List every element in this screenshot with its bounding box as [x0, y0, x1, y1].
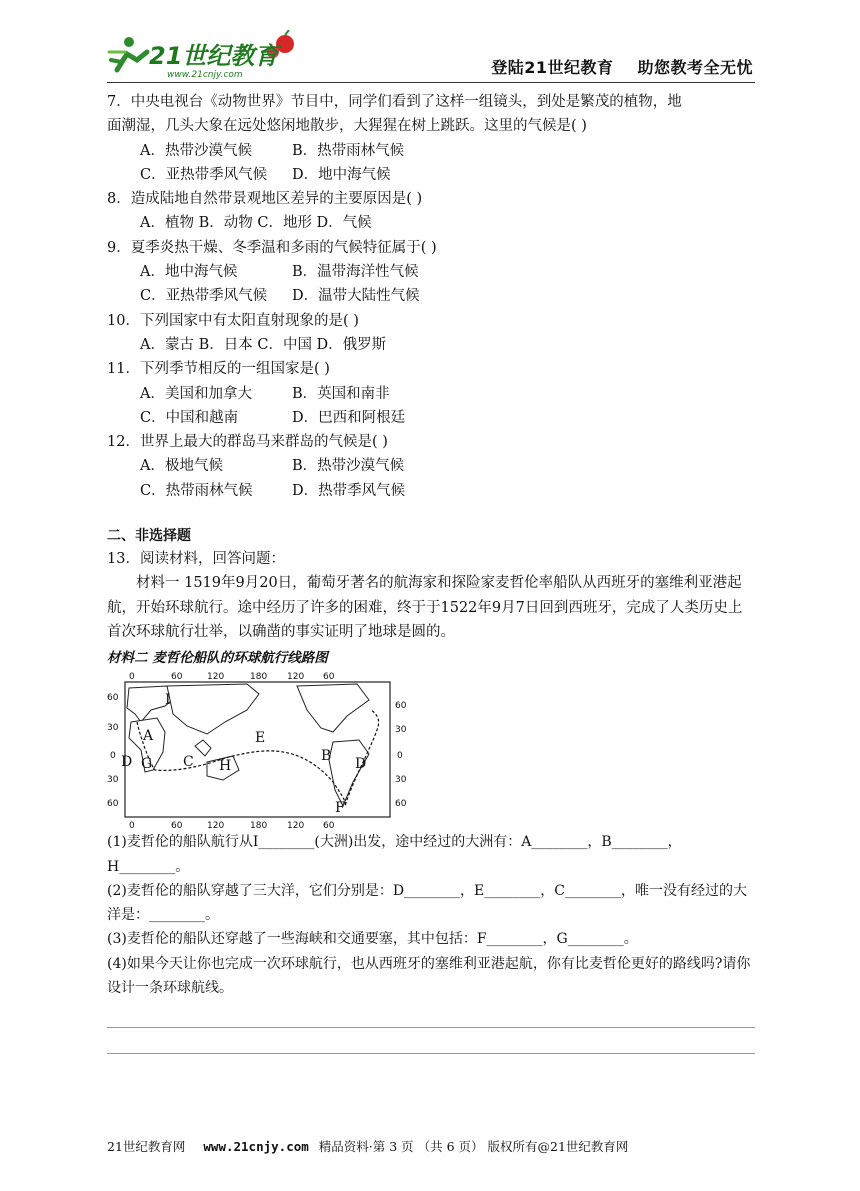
answer-option[interactable]: A．热带沙漠气候	[140, 142, 252, 159]
question-item	[107, 309, 755, 358]
map-title: 材料二 麦哲伦船队的环球航行线路图	[107, 650, 328, 667]
lat-label-right: 30	[395, 725, 407, 736]
sub-question: (4)如果今天让你也完成一次环球航行，也从西班牙的塞维利亚港起航，你有比麦哲伦更好的路线吗?请你设计一条环球航线。	[107, 955, 751, 997]
sub-question: (1)麦哲伦的船队航行从I________(大洲)出发，途中经过的大洲有：A________，B________，H________。	[107, 834, 682, 875]
sub-question: (2)麦哲伦的船队穿越了三大洋，它们分别是：D________，E________，C________，唯一没有经过的大洋是：________。	[107, 882, 747, 924]
question-item	[107, 187, 755, 236]
point-label-c: C	[183, 754, 194, 771]
magellan-route-map	[107, 670, 407, 830]
answer-option[interactable]: C．热带雨林气候	[140, 482, 253, 499]
lat-label-right: 60	[395, 701, 407, 712]
question-stem: 12．世界上最大的群岛马来群岛的气候是( )	[107, 434, 388, 451]
lon-label-bottom: 180	[250, 821, 268, 831]
lat-label-right: 30	[395, 775, 407, 786]
option-row	[107, 479, 755, 503]
option-row	[107, 284, 755, 308]
question-item	[107, 430, 755, 503]
question-stem: 8．造成陆地自然带景观地区差异的主要原因是( )	[107, 191, 423, 208]
lat-label-right: 0	[397, 751, 403, 762]
point-label-i: I	[165, 692, 171, 709]
option-row	[107, 406, 755, 430]
answer-option[interactable]: D．温带大陆性气候	[292, 288, 420, 305]
page-footer	[107, 1137, 628, 1155]
answer-option[interactable]: D．热带季风气候	[292, 482, 406, 499]
answer-line[interactable]	[107, 1053, 755, 1054]
answer-option[interactable]: B．英国和南非	[292, 385, 390, 402]
point-label-d-east: D	[355, 756, 367, 773]
point-label-e: E	[255, 730, 266, 747]
lon-label-bottom: 60	[171, 821, 183, 831]
answer-option[interactable]: A．美国和加拿大	[140, 385, 252, 402]
sub-question: (3)麦哲伦的船队还穿越了一些海峡和交通要塞，其中包括：F________，G________。	[107, 931, 638, 948]
lon-label-top: 120	[207, 672, 225, 683]
logo-wordmark: 21世纪教育	[149, 42, 279, 70]
point-label-h: H	[219, 758, 232, 775]
lon-label-bottom: 60	[323, 821, 335, 831]
answer-option[interactable]: B．热带雨林气候	[292, 142, 405, 159]
lon-label-top: 60	[323, 672, 335, 683]
lat-label-left: 30	[107, 775, 119, 786]
lon-label-top: 0	[129, 672, 135, 683]
footer-url[interactable]: www.21cnjy.com	[203, 1139, 309, 1154]
logo-url: www.21cnjy.com	[167, 70, 243, 80]
option-row	[107, 454, 755, 478]
option-row	[107, 382, 755, 406]
footer-site-name: 21世纪教育网	[107, 1139, 186, 1154]
question-stem: 10．下列国家中有太阳直射现象的是( )	[107, 312, 359, 329]
lon-label-top: 60	[171, 672, 183, 683]
material-one: 材料一 1519年9月20日，葡萄牙著名的航海家和探险家麦哲伦率船队从西班牙的塞维利亚港起航，开始环球航行。途中经历了许多的困难，终于于1522年9月7日回到西班牙，完成了人类历史上首次环球航行壮举，以确凿的事实证明了地球是圆的。	[107, 575, 743, 640]
lon-label-bottom: 0	[129, 821, 135, 831]
question-item	[107, 236, 755, 309]
page-header	[107, 22, 755, 83]
site-logo	[107, 30, 307, 82]
point-label-g: G	[141, 756, 153, 773]
option-row	[107, 333, 755, 357]
question-stem: 11．下列季节相反的一组国家是( )	[107, 361, 330, 378]
answer-option[interactable]: A．蒙古 B．日本 C．中国 D．俄罗斯	[140, 336, 387, 353]
answer-option[interactable]: D．巴西和阿根廷	[292, 409, 406, 426]
point-label-f: F	[335, 800, 345, 817]
answer-option[interactable]: C．亚热带季风气候	[140, 288, 268, 305]
lon-label-top: 120	[287, 672, 305, 683]
answer-option[interactable]: C．亚热带季风气候	[140, 166, 268, 183]
question-item	[107, 357, 755, 430]
point-label-b: B	[321, 748, 332, 765]
question-13-intro: 13．阅读材料，回答问题：	[107, 551, 285, 568]
slogan-right: 助您教考全无忧	[637, 58, 753, 77]
running-figure-icon	[109, 37, 147, 70]
question-content	[107, 90, 755, 1000]
option-row	[107, 139, 755, 163]
answer-line[interactable]	[107, 1027, 755, 1028]
answer-option[interactable]: A．极地气候	[140, 458, 223, 475]
multiple-choice-list	[107, 90, 755, 503]
answer-option[interactable]: D．地中海气候	[292, 166, 391, 183]
lat-label-left: 60	[107, 693, 119, 704]
answer-option[interactable]: A．地中海气候	[140, 264, 238, 281]
question-stem: 面潮湿，几头大象在远处悠闲地散步，大猩猩在树上跳跃。这里的气候是( )	[107, 118, 587, 135]
question-stem: 9．夏季炎热干燥、冬季温和多雨的气候特征属于( )	[107, 239, 437, 256]
lon-label-bottom: 120	[287, 821, 305, 831]
section-title: 二、非选择题	[107, 528, 191, 545]
lat-label-right: 60	[395, 799, 407, 810]
point-label-d: D	[121, 754, 133, 771]
slogan-left: 登陆21世纪教育	[491, 58, 614, 77]
point-label-a: A	[143, 728, 154, 745]
option-row	[107, 211, 755, 235]
sub-questions	[107, 830, 755, 1000]
lat-label-left: 60	[107, 799, 119, 810]
question-item	[107, 90, 755, 187]
lon-label-bottom: 120	[207, 821, 225, 831]
answer-option[interactable]: A．植物 B．动物 C．地形 D．气候	[140, 215, 372, 232]
lon-label-top: 180	[250, 672, 268, 683]
footer-page-info: 精品资料·第 3 页 （共 6 页） 版权所有@21世纪教育网	[318, 1139, 629, 1154]
answer-option[interactable]: B．热带沙漠气候	[292, 458, 405, 475]
answer-option[interactable]: C．中国和越南	[140, 409, 239, 426]
option-row	[107, 163, 755, 187]
answer-option[interactable]: B．温带海洋性气候	[292, 264, 419, 281]
option-row	[107, 260, 755, 284]
header-slogan	[467, 55, 753, 78]
lat-label-left: 0	[110, 751, 116, 762]
lat-label-left: 30	[107, 723, 119, 734]
question-stem: 7．中央电视台《动物世界》节目中，同学们看到了这样一组镜头，到处是繁茂的植物，地	[107, 94, 682, 110]
